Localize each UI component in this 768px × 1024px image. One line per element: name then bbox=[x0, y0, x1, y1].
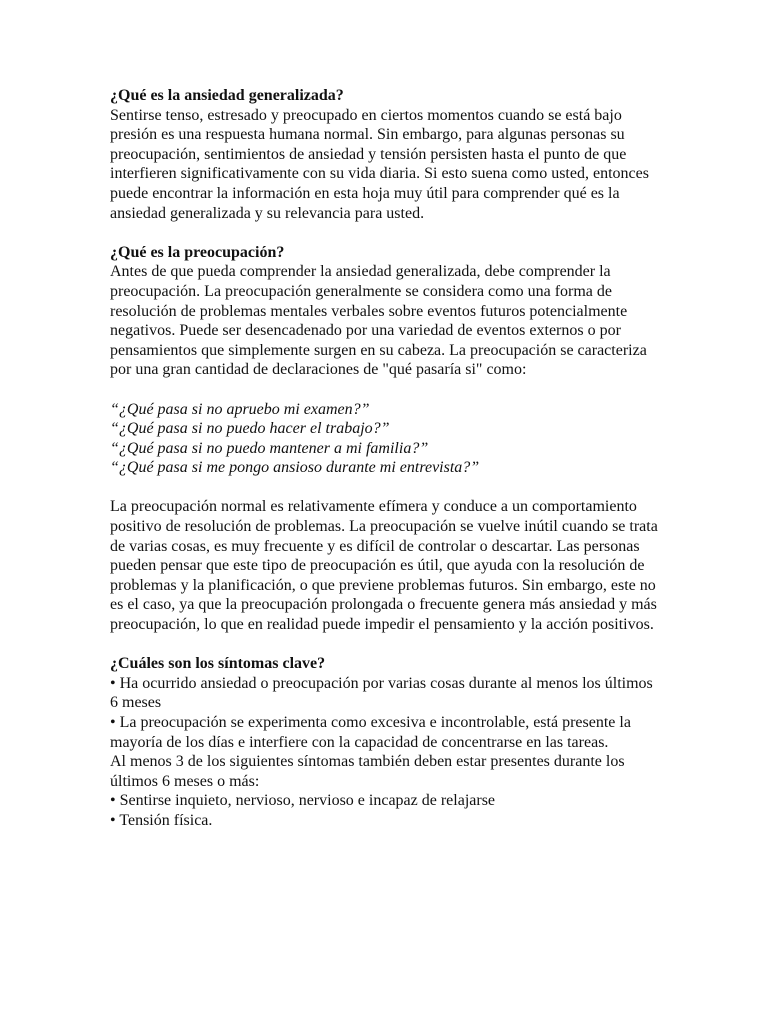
symptom-line: Al menos 3 de los siguientes síntomas también deben estar presentes durante los últimos 6 meses o más: bbox=[110, 753, 625, 790]
what-if-quotes bbox=[110, 400, 662, 478]
section-paragraph: Sentirse tenso, estresado y preocupado en ciertos momentos cuando se está bajo presión es una respuesta humana normal. Sin embargo, para algunas personas su preocupación, sentimientos de ansiedad y tensión persisten hasta el punto de que interfieren significativamente con su vida diaria. Si esto suena como usted, entonces puede encontrar la información en esta hoja muy útil para comprender qué es la ansiedad generalizada y su relevancia para usted. bbox=[110, 106, 649, 222]
section-heading: ¿Qué es la ansiedad generalizada? bbox=[110, 87, 344, 104]
section-heading: ¿Qué es la preocupación? bbox=[110, 243, 285, 261]
symptom-line: • Tensión física. bbox=[110, 811, 213, 829]
quote-item: “¿Qué pasa si no puedo hacer el trabajo?” bbox=[110, 420, 390, 438]
quote-item: “¿Qué pasa si no puedo mantener a mi familia?” bbox=[110, 439, 429, 457]
section-key-symptoms bbox=[110, 654, 662, 830]
symptom-line: • Ha ocurrido ansiedad o preocupación por varias cosas durante al menos los últimos 6 meses bbox=[110, 674, 653, 712]
section-normal-worry bbox=[110, 497, 662, 634]
section-worry bbox=[110, 243, 662, 380]
section-paragraph: Antes de que pueda comprender la ansiedad generalizada, debe comprender la preocupación. La preocupación generalmente se considera como una forma de resolución de problemas mentales verbales sobre eventos futuros potencialmente negativos. Puede ser desencadenado por una variedad de eventos externos o por pensamientos que simplemente surgen en su cabeza. La preocupación se caracteriza por una gran cantidad de declaraciones de "qué pasaría si" como: bbox=[110, 263, 647, 379]
section-generalized-anxiety bbox=[110, 86, 662, 223]
section-heading: ¿Cuáles son los síntomas clave? bbox=[110, 655, 326, 673]
symptom-line: • Sentirse inquieto, nervioso, nervioso e incapaz de relajarse bbox=[110, 792, 496, 810]
document-page bbox=[110, 86, 662, 850]
quote-item: “¿Qué pasa si me pongo ansioso durante mi entrevista?” bbox=[110, 459, 480, 477]
symptom-line: • La preocupación se experimenta como excesiva e incontrolable, está presente la mayoría de los días e interfiere con la capacidad de concentrarse en las tareas. bbox=[110, 714, 631, 751]
quote-item: “¿Qué pasa si no apruebo mi examen?” bbox=[110, 400, 370, 418]
section-paragraph: La preocupación normal es relativamente efímera y conduce a un comportamiento positivo de resolución de problemas. La preocupación se vuelve inútil cuando se trata de varias cosas, es muy frecuente y es difícil de controlar o descartar. Las personas pueden pensar que este tipo de preocupación es útil, que ayuda con la resolución de problemas y la planificación, o que previene problemas futuros. Sin embargo, este no es el caso, ya que la preocupación prolongada o frecuente genera más ansiedad y más preocupación, lo que en realidad puede impedir el pensamiento y la acción positivos. bbox=[110, 498, 658, 634]
